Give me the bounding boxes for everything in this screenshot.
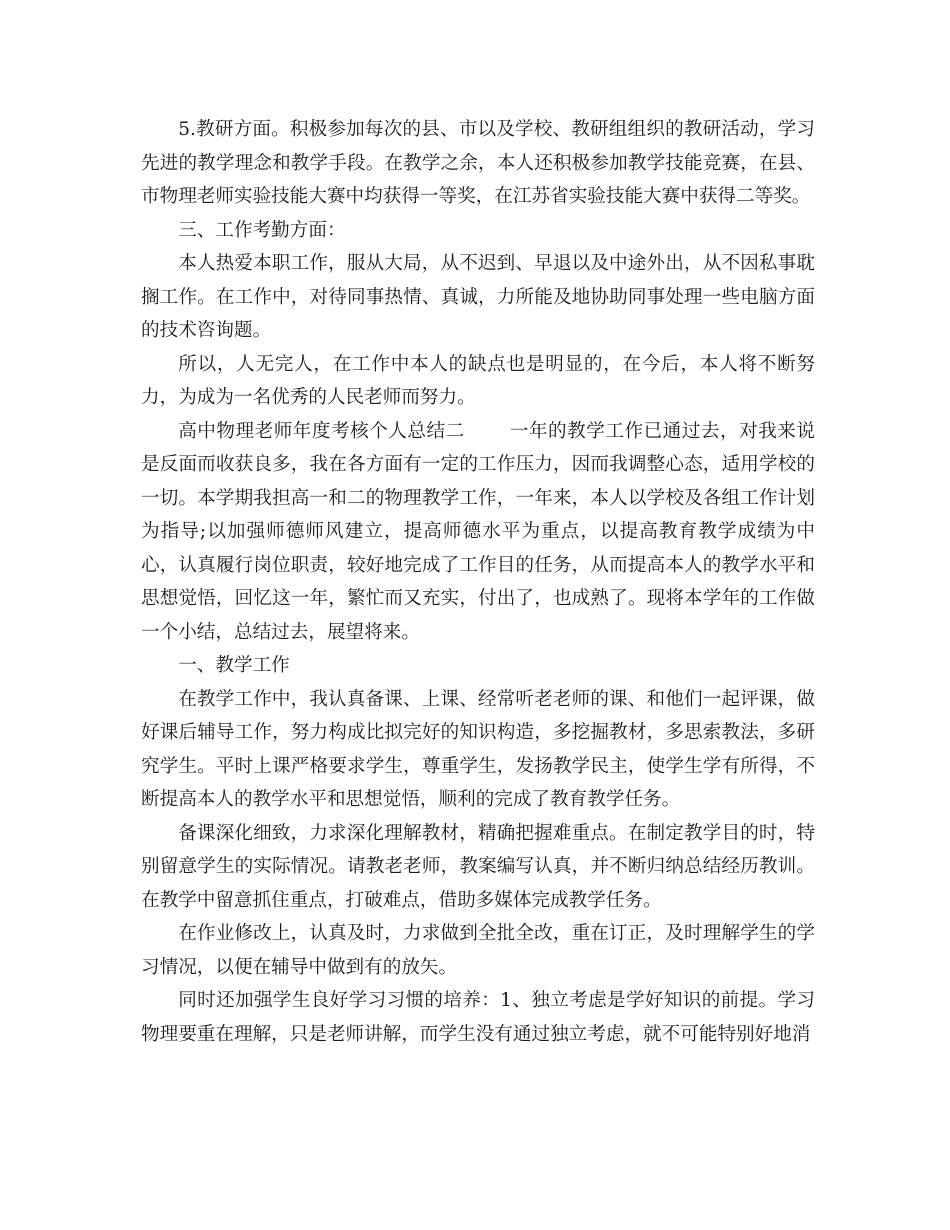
paragraph-teaching-research: 5.教研方面。积极参加每次的县、市以及学校、教研组组织的教研活动，学习先进的教学理念和教学手段。在教学之余，本人还积极参加教学技能竞赛，在县、市物理老师实验技能大赛中均获得一等奖，在江苏省实验技能大赛中获得二等奖。 (141, 119, 815, 207)
summary-intro: 一年的教学工作已通过去，对我来说是反面而收获良多，我在各方面有一定的工作压力，因而我调整心态，适用学校的一切。本学期我担高一和二的物理教学工作，一年来，本人以学校及各组工作计划为指导;以加强师德师风建立，提高师德水平为重点，以提高教育教学成绩为中心，认真履行岗位职责，较好地完成了工作目的任务，从而提高本人的教学水平和思想觉悟，回忆这一年，繁忙而又充实，付出了，也成熟了。现将本学年的工作做一个小结，总结过去，展望将来。 (141, 420, 815, 643)
paragraph-study-habits: 同时还加强学生良好学习习惯的培养：1、独立考虑是学好知识的前提。学习物理要重在理解，只是老师讲解，而学生没有通过独立考虑，就不可能特别好地消 (141, 990, 815, 1045)
heading-teaching-work: 一、教学工作 (178, 655, 290, 676)
heading-attendance: 三、工作考勤方面： (178, 219, 346, 241)
paragraph-homework: 在作业修改上，认真及时，力求做到全批全改，重在订正，及时理解学生的学习情况，以便在辅导中做到有的放矢。 (141, 923, 815, 978)
paragraph-shortcomings: 所以，人无完人，在工作中本人的缺点也是明显的，在今后，本人将不断努力，为成为一名优秀的人民老师而努力。 (141, 353, 815, 408)
document-body (141, 113, 815, 1051)
paragraph-teaching-work: 在教学工作中，我认真备课、上课、经常听老老师的课、和他们一起评课，做好课后辅导工作，努力构成比拟完好的知识构造，多挖掘教材，多思索教法，多研究学生。平时上课严格要求学生，尊重学生，发扬教学民主，使学生学有所得，不断提高本人的教学水平和思想觉悟，顺利的完成了教育教学任务。 (141, 688, 815, 810)
paragraph-lesson-prep: 备课深化细致，力求深化理解教材，精确把握难重点。在制定教学目的时，特别留意学生的实际情况。请教老老师，教案编写认真，并不断归纳总结经历教训。在教学中留意抓住重点，打破难点，借助多媒体完成教学任务。 (141, 822, 815, 911)
paragraph-attendance: 本人热爱本职工作，服从大局，从不迟到、早退以及中途外出，从不因私事耽搁工作。在工作中，对待同事热情、真诚，力所能及地协助同事处理一些电脑方面的技术咨询题。 (141, 253, 815, 341)
paragraph-summary-two (141, 415, 815, 650)
summary-title: 高中物理老师年度考核个人总结二 (178, 420, 465, 442)
